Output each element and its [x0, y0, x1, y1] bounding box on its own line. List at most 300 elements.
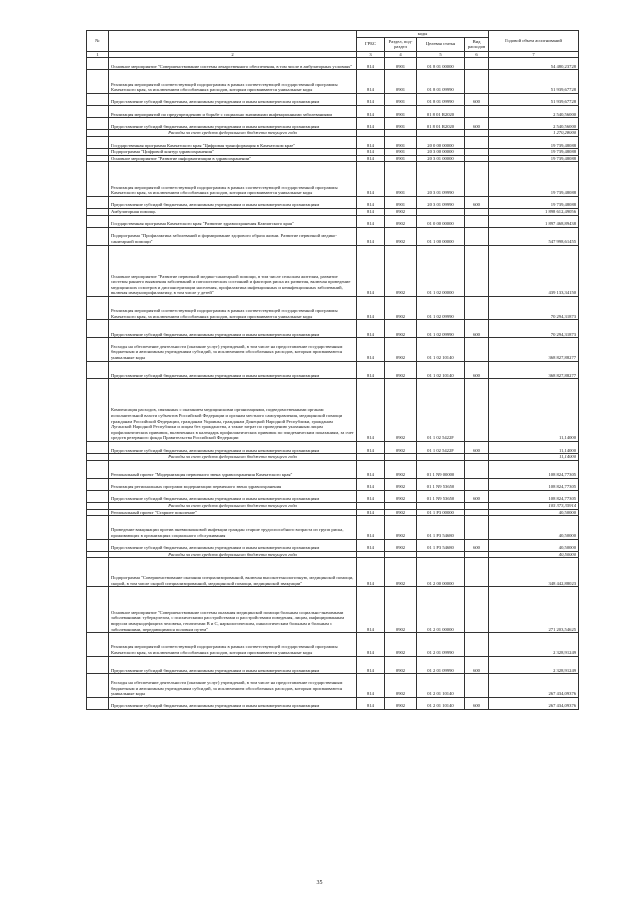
cell-num — [87, 460, 109, 478]
cell-expense-type: 600 — [465, 93, 489, 105]
cell-num — [87, 379, 109, 442]
cell-num — [87, 297, 109, 320]
cell-sum: 439 133,34150 — [489, 245, 579, 296]
table-row — [87, 656, 579, 674]
cell-num — [87, 490, 109, 502]
cell-name: Предоставление субсидий бюджетным, автономным учреждениям и иным некоммерческим организациям — [109, 697, 357, 709]
cell-name: Амбулаторная помощь — [109, 209, 357, 216]
cell-razdel: 0902 — [385, 656, 417, 674]
cell-sum: 1 898 612,49056 — [489, 209, 579, 216]
cell-expense-type — [465, 227, 489, 245]
cell-expense-type: 600 — [465, 697, 489, 709]
cell-razdel: 0902 — [385, 379, 417, 442]
cell-razdel: 0902 — [385, 245, 417, 296]
cell-name: Реализация мероприятий соответствующей подпрограммы в рамках соответствующей государственной программы Камчатского края, за исключением обособленных расходов, которым присваиваются уникальные коды — [109, 633, 357, 656]
cell-name: Подпрограмма "Цифровой контур здравоохранения" — [109, 149, 357, 156]
cell-num — [87, 58, 109, 70]
cell-name: Подпрограмма "Профилактика заболеваний и формирование здорового образа жизни. Развитие первичной медико-санитарной помощи" — [109, 227, 357, 245]
cell-expense-type — [465, 379, 489, 442]
cell-expense-type — [465, 551, 489, 558]
cell-name: Реализация мероприятий соответствующей подпрограммы в рамках соответствующей государственной программы Камчатского края, за исключением обособленных расходов, которым присваиваются уникальные коды — [109, 70, 357, 93]
cell-sum: 368 827,88277 — [489, 361, 579, 379]
cell-razdel: 0901 — [385, 70, 417, 93]
table-row — [87, 558, 579, 587]
cell-expense-type — [465, 454, 489, 461]
cell-target: 01 1 02 09990 — [417, 320, 465, 338]
cell-expense-type — [465, 149, 489, 156]
col-number-1: 1 — [87, 51, 109, 58]
cell-sum: 11,14000 — [489, 379, 579, 442]
cell-target: 01 1 N9 53650 — [417, 490, 465, 502]
cell-name: Реализация мероприятий соответствующей подпрограммы в рамках соответствующей государственной программы Камчатского края, за исключением обособленных расходов, которым присваиваются уникальные коды — [109, 297, 357, 320]
cell-target: 01 1 P3 00000 — [417, 509, 465, 516]
cell-razdel: 0901 — [385, 58, 417, 70]
cell-grbs — [357, 551, 385, 558]
cell-sum: 54 480,23728 — [489, 58, 579, 70]
col-header-name — [109, 31, 357, 52]
cell-razdel: 0902 — [385, 478, 417, 490]
cell-expense-type — [465, 245, 489, 296]
cell-num — [87, 558, 109, 587]
cell-num — [87, 551, 109, 558]
cell-razdel: 0901 — [385, 155, 417, 162]
cell-name: Государственная программа Камчатского края "Развитие здравоохранения Камчатского края" — [109, 215, 357, 227]
cell-expense-type — [465, 674, 489, 697]
cell-name: Государственная программа Камчатского края "Цифровая трансформация в Камчатском крае" — [109, 136, 357, 148]
budget-table-sheet — [86, 30, 578, 710]
cell-target: 01 1 N9 00000 — [417, 460, 465, 478]
cell-razdel: 0901 — [385, 162, 417, 197]
cell-grbs: 814 — [357, 196, 385, 208]
cell-razdel: 0902 — [385, 674, 417, 697]
cell-num — [87, 215, 109, 227]
cell-expense-type — [465, 209, 489, 216]
cell-sum: 70 294,31873 — [489, 297, 579, 320]
cell-num — [87, 320, 109, 338]
cell-name: Расходы на обеспечение деятельности (оказание услуг) учреждений, в том числе на предоставление государственным бюджетным и автономным учреждениям субсидий, за исключением обособленных расходов, которым присваиваются уникальные коды — [109, 338, 357, 361]
cell-target: 01 1 02 09990 — [417, 297, 465, 320]
cell-target: 01 8 01 09990 — [417, 70, 465, 93]
cell-grbs — [357, 502, 385, 509]
cell-target: 01 1 02 10140 — [417, 338, 465, 361]
cell-grbs: 814 — [357, 509, 385, 516]
cell-grbs: 814 — [357, 70, 385, 93]
cell-grbs: 814 — [357, 539, 385, 551]
cell-name: Основное мероприятие "Совершенствование системы лекарственного обеспечения, в том числе в амбулаторных условиях" — [109, 58, 357, 70]
table-row — [87, 227, 579, 245]
cell-num — [87, 656, 109, 674]
cell-name: Региональный проект "Старшее поколение" — [109, 509, 357, 516]
cell-num — [87, 338, 109, 361]
cell-razdel — [385, 551, 417, 558]
table-row — [87, 633, 579, 656]
cell-grbs: 814 — [357, 320, 385, 338]
cell-num — [87, 209, 109, 216]
cell-sum: 267 434,09376 — [489, 697, 579, 709]
col-number-2: 2 — [109, 51, 357, 58]
table-row — [87, 320, 579, 338]
cell-razdel: 0902 — [385, 539, 417, 551]
cell-razdel: 0902 — [385, 460, 417, 478]
cell-num — [87, 162, 109, 197]
cell-num — [87, 502, 109, 509]
cell-num — [87, 539, 109, 551]
table-row — [87, 93, 579, 105]
cell-target: 01 2 01 09990 — [417, 633, 465, 656]
cell-name: Предоставление субсидий бюджетным, автономным учреждениям и иным некоммерческим организациям — [109, 93, 357, 105]
cell-name: Основное мероприятие "Развитие первичной медико-санитарной помощи, в том числе сельским жителям, развитие системы раннего выявления заболеваний и патологических состояний и факторов риска их развития, включая проведение медицинских осмотров и диспансеризации населения, профилактика инфекционных и неинфекционных заболеваний, включая иммунопрофилактику, в том числе у детей" — [109, 245, 357, 296]
cell-grbs: 814 — [357, 105, 385, 117]
col-number-3: 3 — [357, 51, 385, 58]
cell-target: 01 2 01 10140 — [417, 674, 465, 697]
cell-grbs: 814 — [357, 478, 385, 490]
cell-sum: 267 434,09376 — [489, 674, 579, 697]
cell-num — [87, 361, 109, 379]
cell-num — [87, 516, 109, 539]
cell-expense-type: 600 — [465, 361, 489, 379]
table-row — [87, 58, 579, 70]
table-row — [87, 245, 579, 296]
cell-razdel: 0902 — [385, 587, 417, 633]
table-row — [87, 209, 579, 216]
cell-expense-type — [465, 136, 489, 148]
cell-num — [87, 105, 109, 117]
table-row — [87, 361, 579, 379]
cell-target: 01 8 01 00000 — [417, 58, 465, 70]
cell-name: Реализация мероприятий по предупреждению и борьбе с социально значимыми инфекционными заболеваниями — [109, 105, 357, 117]
cell-sum: 11,14000 — [489, 454, 579, 461]
table-row — [87, 460, 579, 478]
col-header-razdel: Раздел, под-раздел — [385, 37, 417, 51]
cell-num — [87, 697, 109, 709]
cell-grbs: 814 — [357, 633, 385, 656]
cell-grbs: 814 — [357, 697, 385, 709]
cell-razdel: 0902 — [385, 509, 417, 516]
table-row — [87, 478, 579, 490]
table-row — [87, 587, 579, 633]
cell-razdel: 0902 — [385, 442, 417, 454]
table-row — [87, 155, 579, 162]
cell-num — [87, 70, 109, 93]
cell-name: Расходы за счет средств федерального бюджета текущего года — [109, 454, 357, 461]
cell-expense-type — [465, 516, 489, 539]
cell-razdel: 0902 — [385, 297, 417, 320]
cell-sum: 108 824,77305 — [489, 460, 579, 478]
cell-num — [87, 478, 109, 490]
cell-sum: 40,50000 — [489, 551, 579, 558]
budget-table — [86, 30, 579, 710]
table-subtotal-row — [87, 130, 579, 137]
cell-target — [417, 502, 465, 509]
col-number-5: 5 — [417, 51, 465, 58]
col-header-num: № — [87, 31, 109, 52]
cell-sum: 108 824,77305 — [489, 490, 579, 502]
cell-target: 01 8 01 R2020 — [417, 118, 465, 130]
table-row — [87, 105, 579, 117]
cell-expense-type — [465, 587, 489, 633]
cell-sum: 1 897 468,89438 — [489, 215, 579, 227]
cell-expense-type: 600 — [465, 539, 489, 551]
cell-num — [87, 130, 109, 137]
cell-num — [87, 136, 109, 148]
cell-name: Предоставление субсидий бюджетным, автономным учреждениям и иным некоммерческим организациям — [109, 196, 357, 208]
cell-grbs — [357, 130, 385, 137]
cell-sum: 271 203,54625 — [489, 587, 579, 633]
cell-sum: 19 739,48088 — [489, 196, 579, 208]
cell-num — [87, 454, 109, 461]
cell-grbs: 814 — [357, 379, 385, 442]
cell-grbs: 814 — [357, 227, 385, 245]
cell-target — [417, 454, 465, 461]
cell-razdel: 0902 — [385, 320, 417, 338]
col-header-sum: Годовой объем ассигнований — [489, 31, 579, 52]
cell-name: Региональный проект "Модернизация первичного звена здравоохранения Камчатского края" — [109, 460, 357, 478]
cell-name: Предоставление субсидий бюджетным, автономным учреждениям и иным некоммерческим организациям — [109, 361, 357, 379]
col-number-7: 7 — [489, 51, 579, 58]
cell-sum: 1 270,28000 — [489, 130, 579, 137]
cell-target — [417, 130, 465, 137]
cell-sum: 105 373,35914 — [489, 502, 579, 509]
cell-razdel: 0902 — [385, 215, 417, 227]
cell-name: Основное мероприятие "Совершенствование системы оказания медицинской помощи больным социально-значимыми заболеваниями: туберкулезом, с психическими расстройствами и расстройствами поведения, лицам, инфицированным вирусом иммунодефицита человека, гепатитами B и C, наркологическим, онкологическим больным и больным с заболеваниями, передающимися половым путем" — [109, 587, 357, 633]
cell-expense-type: 600 — [465, 490, 489, 502]
cell-expense-type: 600 — [465, 442, 489, 454]
cell-grbs: 814 — [357, 245, 385, 296]
cell-grbs: 814 — [357, 297, 385, 320]
cell-razdel: 0902 — [385, 697, 417, 709]
cell-target: 01 1 P3 54680 — [417, 539, 465, 551]
cell-grbs: 814 — [357, 136, 385, 148]
cell-target: 01 0 00 00000 — [417, 215, 465, 227]
table-row — [87, 136, 579, 148]
cell-target: 01 1 00 00000 — [417, 227, 465, 245]
cell-expense-type: 600 — [465, 656, 489, 674]
cell-sum: 2 328,91249 — [489, 633, 579, 656]
cell-razdel: 0901 — [385, 105, 417, 117]
cell-sum: 40,50000 — [489, 516, 579, 539]
cell-grbs — [357, 454, 385, 461]
col-header-target: Целевая статья — [417, 37, 465, 51]
cell-num — [87, 442, 109, 454]
cell-sum: 19 739,48088 — [489, 162, 579, 197]
cell-razdel: 0901 — [385, 118, 417, 130]
table-body — [87, 58, 579, 710]
table-subtotal-row — [87, 502, 579, 509]
col-number-6: 6 — [465, 51, 489, 58]
col-number-4: 4 — [385, 51, 417, 58]
cell-razdel — [385, 454, 417, 461]
cell-target: 01 1 02 5422F — [417, 379, 465, 442]
cell-razdel — [385, 502, 417, 509]
cell-target — [417, 551, 465, 558]
cell-expense-type — [465, 338, 489, 361]
cell-sum: 11,14000 — [489, 442, 579, 454]
cell-expense-type — [465, 155, 489, 162]
cell-name: Предоставление субсидий бюджетным, автономным учреждениям и иным некоммерческим организациям — [109, 442, 357, 454]
cell-expense-type — [465, 502, 489, 509]
cell-expense-type — [465, 509, 489, 516]
cell-razdel: 0902 — [385, 516, 417, 539]
cell-num — [87, 245, 109, 296]
cell-target: 01 1 N9 53650 — [417, 478, 465, 490]
cell-num — [87, 196, 109, 208]
cell-sum: 19 739,48088 — [489, 149, 579, 156]
cell-grbs: 814 — [357, 361, 385, 379]
cell-target: 20 3 01 00000 — [417, 155, 465, 162]
cell-sum: 40,50000 — [489, 509, 579, 516]
table-row — [87, 338, 579, 361]
cell-grbs: 814 — [357, 93, 385, 105]
cell-name: Предоставление субсидий бюджетным, автономным учреждениям и иным некоммерческим организациям — [109, 490, 357, 502]
table-row — [87, 379, 579, 442]
cell-name: Расходы за счет средств федерального бюджета текущего года — [109, 551, 357, 558]
cell-name: Реализация мероприятий соответствующей подпрограммы в рамках соответствующей государственной программы Камчатского края, за исключением обособленных расходов, которым присваиваются уникальные коды — [109, 162, 357, 197]
cell-sum: 108 824,77305 — [489, 478, 579, 490]
table-row — [87, 674, 579, 697]
cell-target: 01 2 01 09990 — [417, 656, 465, 674]
cell-razdel: 0902 — [385, 633, 417, 656]
cell-sum: 2 328,91249 — [489, 656, 579, 674]
cell-grbs: 814 — [357, 58, 385, 70]
col-header-codes: коды — [357, 31, 489, 38]
cell-target: 20 3 01 09990 — [417, 196, 465, 208]
table-row — [87, 215, 579, 227]
cell-target: 01 8 01 R2020 — [417, 105, 465, 117]
cell-grbs: 814 — [357, 674, 385, 697]
table-row — [87, 297, 579, 320]
table-row — [87, 509, 579, 516]
table-row — [87, 162, 579, 197]
cell-razdel: 0902 — [385, 209, 417, 216]
cell-num — [87, 227, 109, 245]
cell-expense-type — [465, 70, 489, 93]
cell-target: 01 1 02 5422F — [417, 442, 465, 454]
cell-expense-type — [465, 633, 489, 656]
cell-grbs: 814 — [357, 338, 385, 361]
cell-razdel — [385, 130, 417, 137]
cell-num — [87, 509, 109, 516]
cell-num — [87, 155, 109, 162]
cell-grbs: 814 — [357, 149, 385, 156]
table-row — [87, 118, 579, 130]
cell-grbs: 814 — [357, 155, 385, 162]
cell-target: 20 3 00 00000 — [417, 149, 465, 156]
cell-sum: 2 540,56000 — [489, 105, 579, 117]
cell-target: 01 2 00 00000 — [417, 558, 465, 587]
cell-grbs: 814 — [357, 209, 385, 216]
table-row — [87, 490, 579, 502]
col-header-expense-type: Вид расходов — [465, 37, 489, 51]
cell-name: Предоставление субсидий бюджетным, автономным учреждениям и иным некоммерческим организациям — [109, 539, 357, 551]
cell-target: 01 8 01 09990 — [417, 93, 465, 105]
cell-expense-type — [465, 58, 489, 70]
cell-sum: 51 939,67728 — [489, 70, 579, 93]
table-row — [87, 442, 579, 454]
cell-sum: 2 540,56000 — [489, 118, 579, 130]
cell-name: Подпрограмма "Совершенствование оказания специализированной, включая высокотехнологичную, медицинской помощи, скорой, в том числе скорой специализированной, медицинской помощи, медицинской эвакуации" — [109, 558, 357, 587]
table-row — [87, 539, 579, 551]
cell-expense-type — [465, 105, 489, 117]
page-number: 35 — [316, 880, 323, 886]
cell-name: Проведение вакцинации против пневмококковой инфекции граждан старше трудоспособного возраста из групп риска, проживающих в организациях социального обслуживания — [109, 516, 357, 539]
cell-sum: 368 827,88277 — [489, 338, 579, 361]
col-header-grbs: ГРБС — [357, 37, 385, 51]
cell-expense-type: 600 — [465, 196, 489, 208]
cell-name: Компенсация расходов, связанных с оказанием медицинскими организациями, подведомственными органам исполнительной власти субъектов Российской Федерации и органам местного самоуправления, медицинской помощи гражданам Российской Федерации, гражданам Украины, гражданам Донецкой Народной Республики, гражданам Луганской Народной Республики и лицам без гражданства, а также затрат по проведению указанным лицам профилактических прививок, включенных в календарь профилактических прививок по эпидемическим показаниям, за счет средств резервного фонда Правительства Российской Федерации — [109, 379, 357, 442]
cell-target: 01 1 P3 54680 — [417, 516, 465, 539]
table-row — [87, 697, 579, 709]
cell-target — [417, 209, 465, 216]
cell-grbs: 814 — [357, 587, 385, 633]
cell-target: 01 1 02 10140 — [417, 361, 465, 379]
table-row — [87, 149, 579, 156]
cell-sum: 51 939,67728 — [489, 93, 579, 105]
cell-name: Предоставление субсидий бюджетным, автономным учреждениям и иным некоммерческим организациям — [109, 320, 357, 338]
cell-num — [87, 93, 109, 105]
cell-grbs: 814 — [357, 490, 385, 502]
cell-razdel: 0901 — [385, 196, 417, 208]
cell-num — [87, 587, 109, 633]
cell-expense-type — [465, 558, 489, 587]
cell-sum: 19 739,48088 — [489, 136, 579, 148]
cell-name: Расходы за счет средств федерального бюджета текущего года — [109, 502, 357, 509]
cell-name: Расходы за счет средств федерального бюджета текущего года — [109, 130, 357, 137]
cell-expense-type — [465, 478, 489, 490]
cell-expense-type: 600 — [465, 320, 489, 338]
table-subtotal-row — [87, 551, 579, 558]
cell-razdel: 0901 — [385, 136, 417, 148]
cell-target: 20 3 01 09990 — [417, 162, 465, 197]
cell-grbs: 814 — [357, 516, 385, 539]
cell-sum: 19 739,48088 — [489, 155, 579, 162]
cell-num — [87, 633, 109, 656]
cell-expense-type — [465, 297, 489, 320]
cell-num — [87, 149, 109, 156]
cell-name: Предоставление субсидий бюджетным, автономным учреждениям и иным некоммерческим организациям — [109, 656, 357, 674]
table-subtotal-row — [87, 454, 579, 461]
cell-razdel: 0901 — [385, 93, 417, 105]
cell-name: Расходы на обеспечение деятельности (оказание услуг) учреждений, в том числе на предоставление государственным бюджетным и автономным учреждениям субсидий, за исключением обособленных расходов, которым присваиваются уникальные коды — [109, 674, 357, 697]
table-row — [87, 196, 579, 208]
cell-sum: 348 442,88023 — [489, 558, 579, 587]
cell-target: 01 2 01 10140 — [417, 697, 465, 709]
cell-razdel: 0901 — [385, 149, 417, 156]
table-row — [87, 516, 579, 539]
cell-razdel: 0902 — [385, 361, 417, 379]
cell-expense-type — [465, 130, 489, 137]
cell-grbs: 814 — [357, 460, 385, 478]
cell-razdel: 0902 — [385, 558, 417, 587]
cell-expense-type — [465, 460, 489, 478]
cell-sum: 70 294,31873 — [489, 320, 579, 338]
cell-grbs: 814 — [357, 118, 385, 130]
cell-target: 01 2 01 00000 — [417, 587, 465, 633]
cell-grbs: 814 — [357, 215, 385, 227]
cell-sum: 547 998,61455 — [489, 227, 579, 245]
cell-grbs: 814 — [357, 162, 385, 197]
cell-grbs: 814 — [357, 558, 385, 587]
cell-razdel: 0902 — [385, 338, 417, 361]
table-row — [87, 70, 579, 93]
cell-expense-type — [465, 162, 489, 197]
cell-num — [87, 674, 109, 697]
cell-grbs: 814 — [357, 656, 385, 674]
cell-name: Предоставление субсидий бюджетным, автономным учреждениям и иным некоммерческим организациям — [109, 118, 357, 130]
cell-target: 20 0 00 00000 — [417, 136, 465, 148]
cell-grbs: 814 — [357, 442, 385, 454]
cell-expense-type: 600 — [465, 118, 489, 130]
cell-razdel: 0902 — [385, 490, 417, 502]
